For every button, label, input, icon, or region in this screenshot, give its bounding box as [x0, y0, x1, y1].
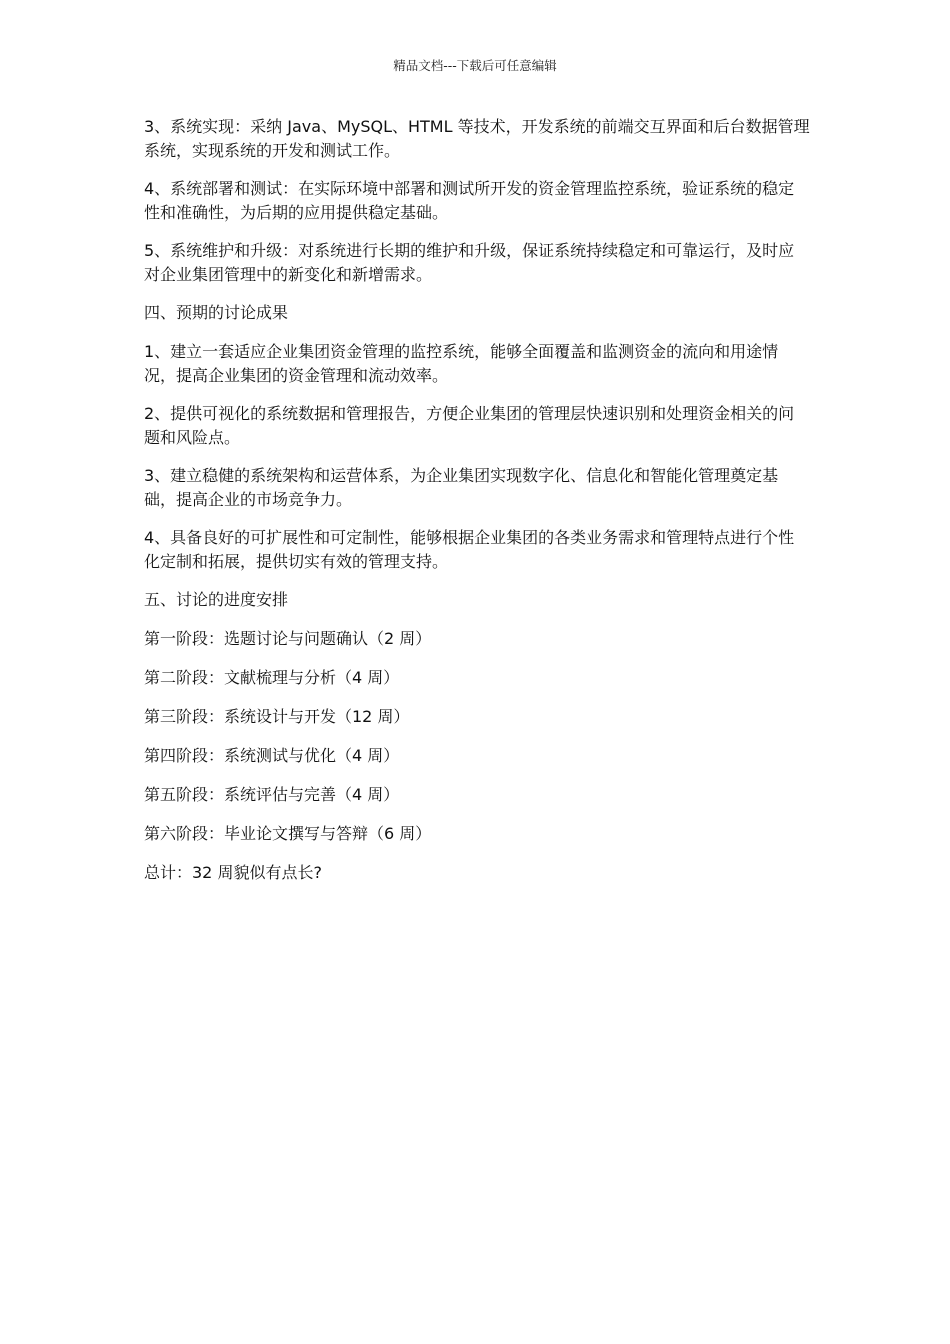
schedule-stage-6: 第六阶段：毕业论文撰写与答辩（6 周） [144, 824, 432, 843]
expected-result-4: 4、具备良好的可扩展性和可定制性，能够根据企业集团的各类业务需求和管理特点进行个性化定制和拓展，提供切实有效的管理支持。 [144, 528, 795, 571]
schedule-stage-2: 第二阶段：文献梳理与分析（4 周） [144, 668, 400, 687]
implementation-step-5: 5、系统维护和升级：对系统进行长期的维护和升级，保证系统持续稳定和可靠运行，及时应对企业集团管理中的新变化和新增需求。 [144, 241, 795, 284]
section-heading-expected-results: 四、预期的讨论成果 [144, 303, 289, 322]
schedule-stage-4: 第四阶段：系统测试与优化（4 周） [144, 746, 400, 765]
schedule-total: 总计：32 周貌似有点长? [144, 863, 322, 882]
expected-result-3: 3、建立稳健的系统架构和运营体系，为企业集团实现数字化、信息化和智能化管理奠定基础，提高企业的市场竞争力。 [144, 466, 779, 509]
schedule-stage-1: 第一阶段：选题讨论与问题确认（2 周） [144, 629, 432, 648]
implementation-step-4: 4、系统部署和测试：在实际环境中部署和测试所开发的资金管理监控系统，验证系统的稳定性和准确性，为后期的应用提供稳定基础。 [144, 179, 795, 222]
section-heading-schedule: 五、讨论的进度安排 [144, 590, 289, 609]
schedule-stage-5: 第五阶段：系统评估与完善（4 周） [144, 785, 400, 804]
implementation-step-3: 3、系统实现：采纳 Java、MySQL、HTML 等技术，开发系统的前端交互界面和后台数据管理系统，实现系统的开发和测试工作。 [144, 117, 810, 160]
expected-result-1: 1、建立一套适应企业集团资金管理的监控系统，能够全面覆盖和监测资金的流向和用途情况，提高企业集团的资金管理和流动效率。 [144, 342, 779, 385]
page-header: 精品文档---下载后可任意编辑 [393, 58, 557, 73]
document-body [144, 115, 810, 900]
schedule-stage-3: 第三阶段：系统设计与开发（12 周） [144, 707, 410, 726]
expected-result-2: 2、提供可视化的系统数据和管理报告，方便企业集团的管理层快速识别和处理资金相关的问题和风险点。 [144, 404, 795, 447]
